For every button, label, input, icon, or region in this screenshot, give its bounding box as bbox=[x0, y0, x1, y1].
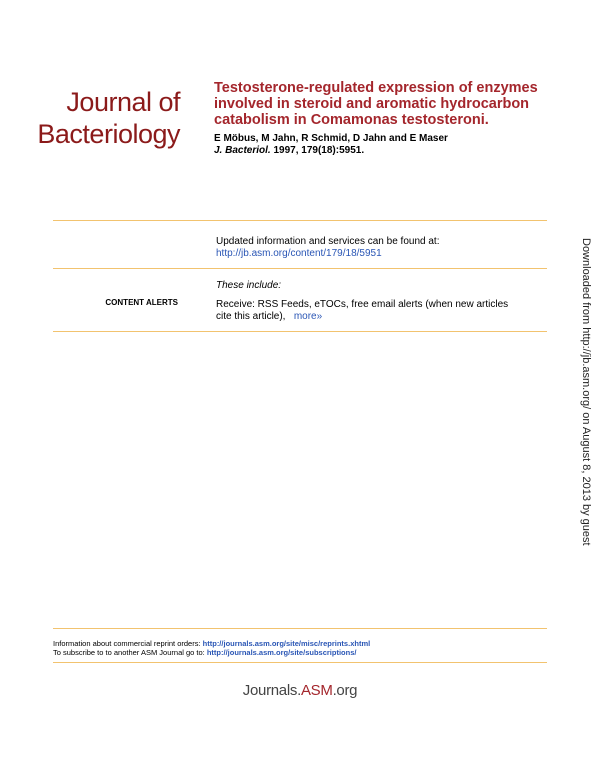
authors: E Möbus, M Jahn, R Schmid, D Jahn and E Maser bbox=[214, 133, 448, 144]
content-alerts-label: CONTENT ALERTS bbox=[105, 298, 178, 307]
subscribe-info bbox=[53, 648, 356, 658]
these-include-label: These include: bbox=[216, 280, 282, 291]
alerts-line-1: Receive: RSS Feeds, eTOCs, free email alerts (when new articles bbox=[216, 299, 509, 310]
title-line-2: involved in steroid and aromatic hydrocarbon bbox=[214, 96, 530, 112]
reprint-text: Information about commercial reprint orders: bbox=[53, 639, 203, 648]
brand-post: .org bbox=[332, 682, 358, 699]
article-title bbox=[214, 80, 574, 128]
alerts-line-2-text: cite this article), bbox=[216, 311, 286, 322]
brand-asm: ASM bbox=[300, 682, 333, 699]
alerts-line-2 bbox=[216, 311, 322, 323]
updated-info-text: Updated information and services can be found at: bbox=[216, 236, 440, 247]
divider-footer bbox=[53, 628, 547, 629]
subscribe-link[interactable]: http://journals.asm.org/site/subscriptions/ bbox=[206, 648, 357, 657]
more-link[interactable]: more» bbox=[293, 311, 323, 322]
citation bbox=[214, 145, 364, 157]
citation-details: 1997, 179(18):5951. bbox=[270, 145, 365, 156]
divider-bottom bbox=[53, 331, 547, 332]
citation-journal: J. Bacteriol. bbox=[214, 145, 271, 156]
journals-asm-logo[interactable] bbox=[0, 682, 600, 699]
subscribe-text: To subscribe to to another ASM Journal go to: bbox=[53, 648, 207, 657]
download-watermark: Downloaded from http://jb.asm.org/ on August 8, 2013 by guest bbox=[580, 238, 592, 546]
reprint-link[interactable]: http://journals.asm.org/site/misc/reprints.xhtml bbox=[202, 639, 371, 648]
title-line-1: Testosterone-regulated expression of enzymes bbox=[214, 80, 538, 96]
title-line-3: catabolism in Comamonas testosteroni. bbox=[214, 112, 489, 128]
journal-name-line2: Bacteriology bbox=[37, 119, 180, 149]
divider-footer-bottom bbox=[53, 662, 547, 663]
brand-pre: Journals. bbox=[242, 682, 301, 699]
divider-top bbox=[53, 220, 547, 221]
divider-middle bbox=[53, 268, 547, 269]
article-url-link[interactable]: http://jb.asm.org/content/179/18/5951 bbox=[216, 248, 382, 259]
journal-name-line1: Journal of bbox=[66, 87, 180, 117]
